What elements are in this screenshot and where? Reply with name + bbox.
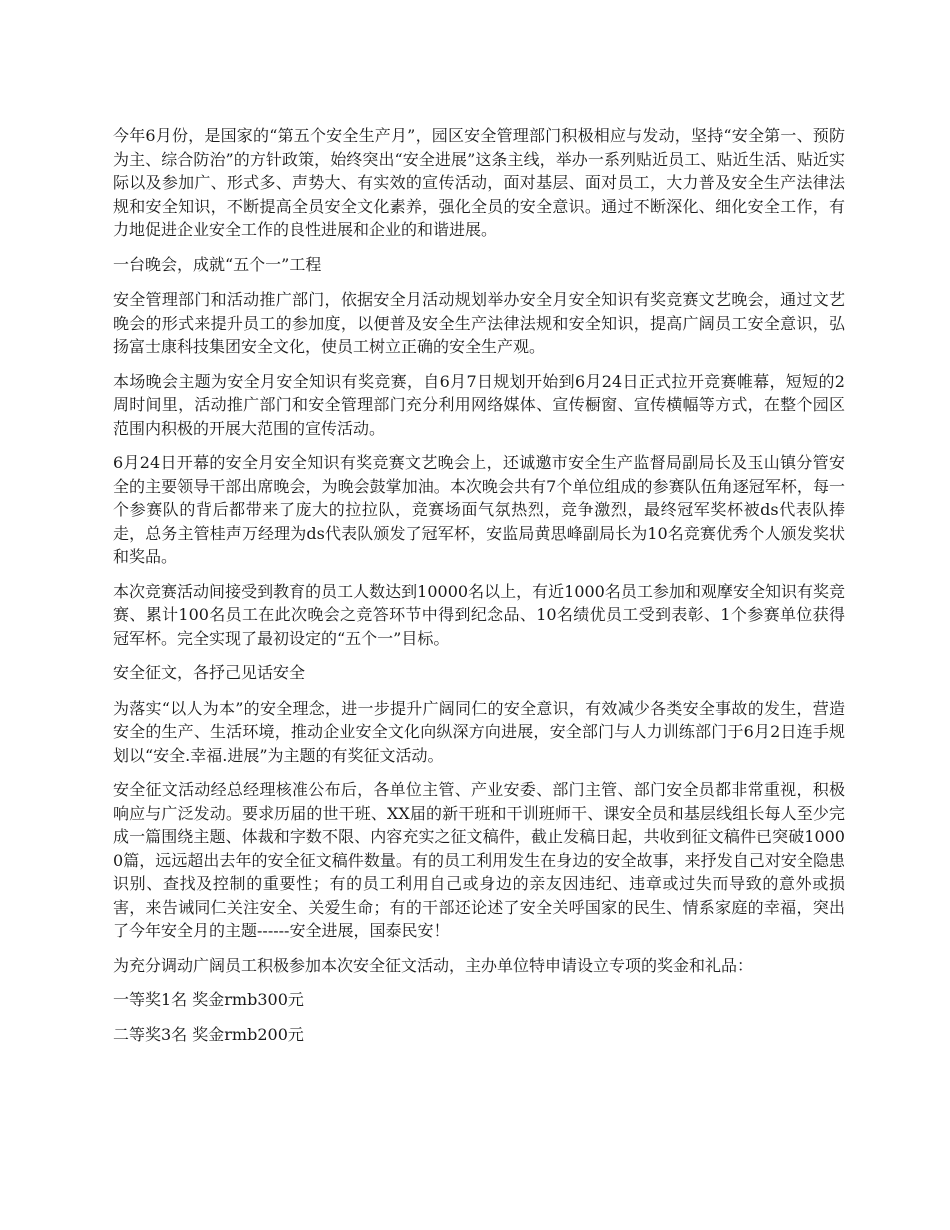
document-body [113,124,845,1057]
second-prize-line: 二等奖3名 奖金rmb200元 [113,1024,304,1044]
section-heading-essay-contest: 安全征文，各抒己见话安全 [113,663,306,682]
gala-organization-paragraph: 安全管理部门和活动推广部门，依据安全月活动规划举办安全月安全知识有奖竞赛文艺晚会，通过文艺晚会的形式来提升员工的参加度，以便普及安全生产法律法规和安全知识，提高广阔员工安全意识，弘扬富士康科技集团安全文化，使员工树立正确的安全生产观。 [113,290,845,356]
essay-intro-paragraph: 为落实“以人为本”的安全理念，进一步提升广阔同仁的安全意识，有效减少各类安全事故的发生，营造安全的生产、生活环境，推动企业安全文化向纵深方向进展，安全部门与人力训练部门于6月2日连手规划以“安全.幸福.进展”为主题的有奖征文活动。 [113,698,845,765]
gala-opening-paragraph: 6月24日开幕的安全月安全知识有奖竞赛文艺晚会上，还诚邀市安全生产监督局副局长及玉山镇分管安全的主要领导干部出席晚会，为晚会鼓掌加油。本次晚会共有7个单位组成的参赛队伍角逐冠军杯，每一个参赛队的背后都带来了庞大的拉拉队，竞赛场面气氛热烈，竞争激烈，最终冠军奖杯被ds代表队捧走，总务主管桂声万经理为ds代表队颁发了冠军杯，安监局黄思峰副局长为10名竞赛优秀个人颁发奖状和奖品。 [113,453,845,566]
first-prize-line: 一等奖1名 奖金rmb300元 [113,990,304,1009]
essay-details-paragraph: 安全征文活动经总经理核准公布后，各单位主管、产业安委、部门主管、部门安全员都非常重视，积极响应与广泛发动。要求历届的世干班、XX届的新干班和干训班师干、课安全员和基层线组长每人至少完成一篇围绕主题、体裁和字数不限、内容充实之征文稿件，截止发稿日起，共收到征文稿件已突破10000篇，远远超出去年的安全征文稿件数量。有的员工利用发生在身边的安全故事，来抒发自己对安全隐患识别、查找及控制的重要性；有的员工利用自己或身边的亲友因违纪、违章或过失而导致的意外或损害，来告诫同仁关注安全、关爱生命；有的干部还论述了安全关呼国家的民生、情系家庭的幸福，突出了今年安全月的主题------安全进展，国泰民安！ [113,780,845,940]
gala-theme-paragraph: 本场晚会主题为安全月安全知识有奖竞赛，自6月7日规划开始到6月24日正式拉开竞赛帷幕，短短的2周时间里，活动推广部门和安全管理部门充分利用网络媒体、宣传橱窗、宣传横幅等方式，在整个园区范围内积极的开展大范围的宣传活动。 [113,371,845,438]
prizes-intro-paragraph: 为充分调动广阔员工积极参加本次安全征文活动，主办单位特申请设立专项的奖金和礼品： [113,955,754,975]
intro-paragraph: 今年6月份，是国家的“第五个安全生产月”，园区安全管理部门积极相应与发动，坚持“安全第一、预防为主、综合防治”的方针政策，始终突出“安全进展”这条主线，举办一系列贴近员工、贴近生活、贴近实际以及参加广、形式多、声势大、有实效的宣传活动，面对基层、面对员工，大力普及安全生产法律法规和安全知识，不断提高全员安全文化素养，强化全员的安全意识。通过不断深化、细化安全工作，有力地促进企业安全工作的良性进展和企业的和谐进展。 [113,126,845,239]
gala-results-paragraph: 本次竞赛活动间接受到教育的员工人数达到10000名以上，有近1000名员工参加和观摩安全知识有奖竞赛、累计100名员工在此次晚会之竞答环节中得到纪念品、10名绩优员工受到表彰、1个参赛单位获得冠军杯。完全实现了最初设定的“五个一”目标。 [113,581,845,648]
section-heading-evening-gala: 一台晚会，成就“五个一”工程 [113,254,322,274]
